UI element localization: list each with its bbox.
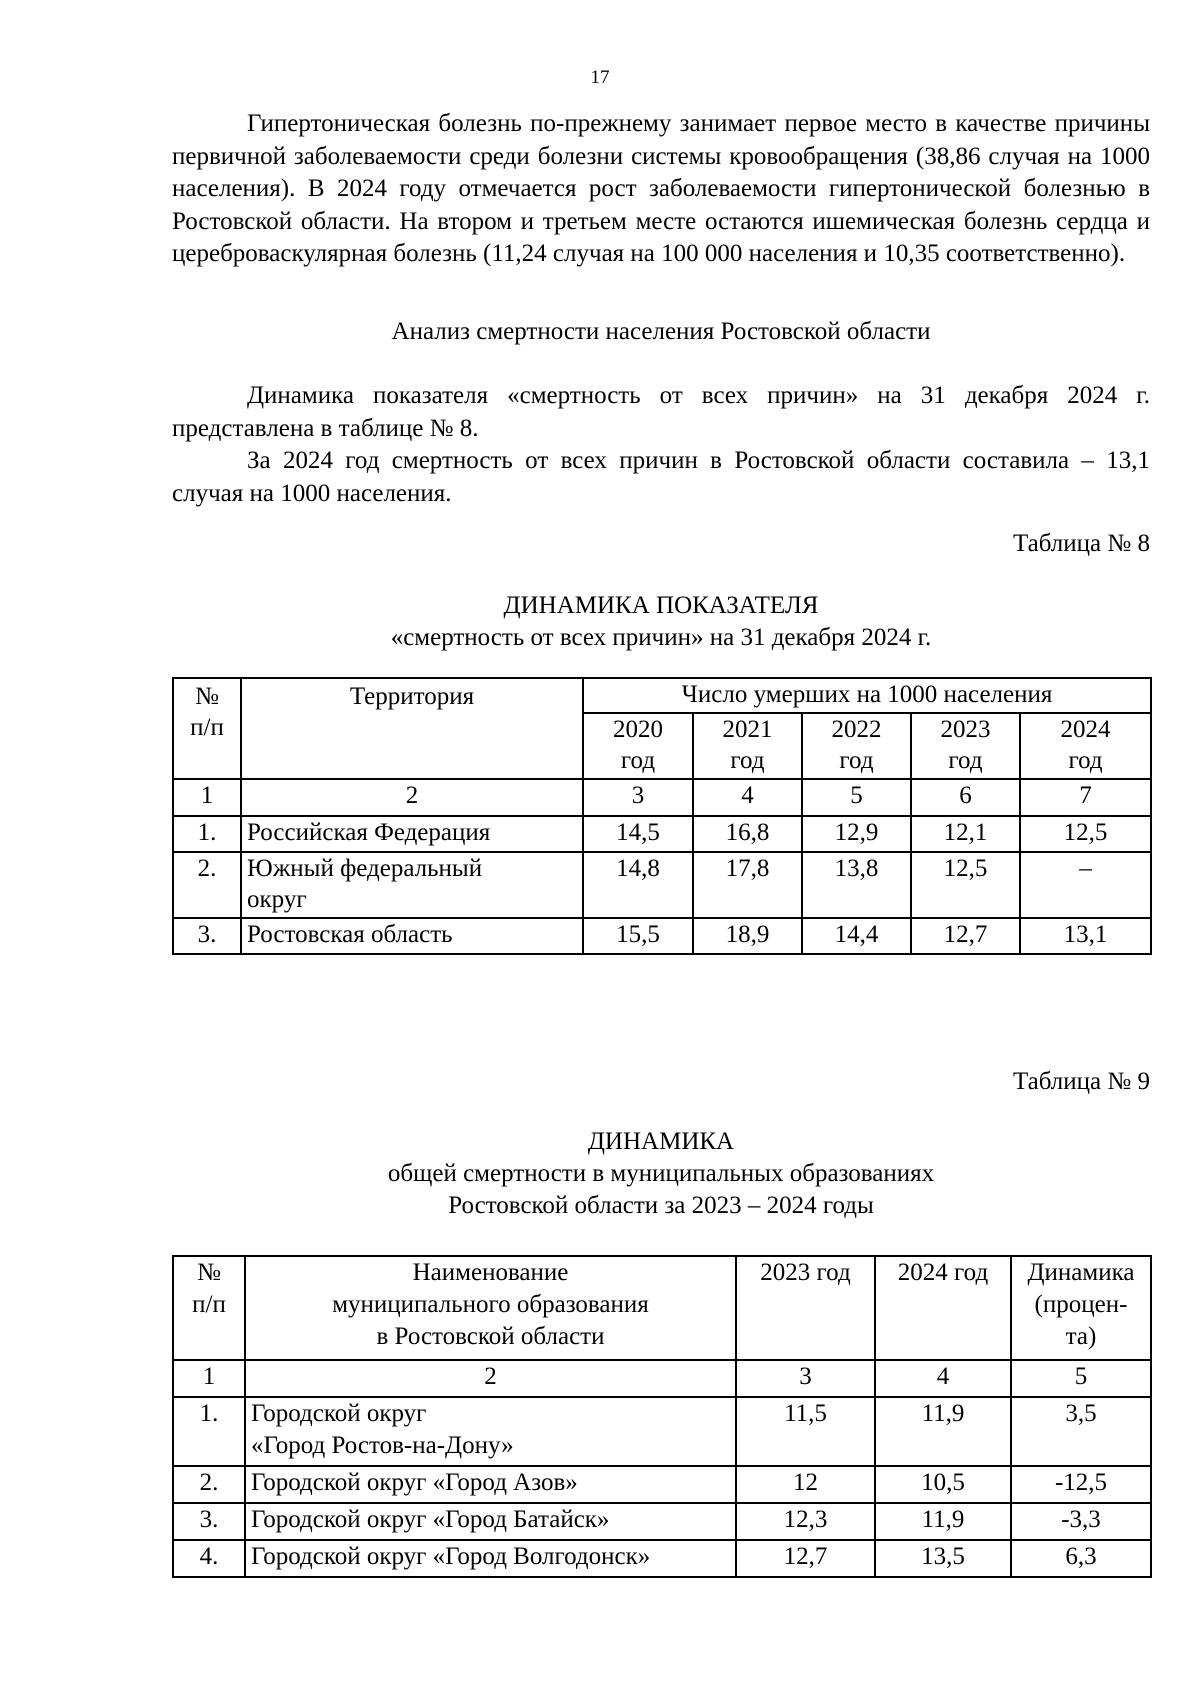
row-name: Городской округ «Город Волгодонск» — [245, 1540, 736, 1577]
t9-colnum: 5 — [1011, 1360, 1151, 1397]
t8-colnum: 2 — [241, 779, 583, 816]
t8-colnum: 5 — [802, 779, 911, 816]
row-value: 16,8 — [693, 816, 802, 852]
t8-colnum: 4 — [693, 779, 802, 816]
row-value: 12,7 — [911, 918, 1020, 954]
paragraph-mortality-2024: За 2024 год смертность от всех причин в Ростовской области составила – 13,1 случая на 1000 населения. — [172, 447, 1150, 507]
row-value: 15,5 — [583, 918, 693, 954]
t9-colnum-row — [173, 1360, 1151, 1397]
row-name: Городской округ «Город Батайск» — [245, 1503, 736, 1540]
t9-header-2024: 2024 год — [875, 1256, 1011, 1360]
row-2023: 12 — [736, 1466, 875, 1503]
row-num: 3. — [173, 1503, 245, 1540]
section-title: Анализ смертности населения Ростовской области — [391, 318, 931, 345]
row-num: 2. — [173, 852, 241, 918]
row-territory: Ростовская область — [241, 918, 583, 954]
row-dynamics: 6,3 — [1011, 1540, 1151, 1577]
t8-header-year: 2024 год — [1020, 713, 1151, 779]
row-name: Городской округ «Город Ростов-на-Дону» — [245, 1397, 736, 1466]
table9-subtitle-1: общей смертности в муниципальных образованиях — [387, 1160, 935, 1187]
t8-header-year: 2022 год — [802, 713, 911, 779]
table-row — [173, 852, 1151, 918]
row-num: 4. — [173, 1540, 245, 1577]
row-2024: 11,9 — [875, 1397, 1011, 1466]
t8-header-year: 2021 год — [693, 713, 802, 779]
table9 — [172, 1255, 1152, 1578]
row-2023: 12,7 — [736, 1540, 875, 1577]
t8-header-year: 2020 год — [583, 713, 693, 779]
t9-header-dynamics: Динамика (процен- та) — [1011, 1256, 1151, 1360]
row-value: 12,5 — [1020, 816, 1151, 852]
row-2024: 10,5 — [875, 1466, 1011, 1503]
table-row — [173, 918, 1151, 954]
table8-title: ДИНАМИКА ПОКАЗАТЕЛЯ — [503, 592, 819, 619]
t9-colnum: 2 — [245, 1360, 736, 1397]
table-row — [173, 816, 1151, 852]
row-value: 14,4 — [802, 918, 911, 954]
row-dynamics: 3,5 — [1011, 1397, 1151, 1466]
row-name: Городской округ «Город Азов» — [245, 1466, 736, 1503]
row-2023: 11,5 — [736, 1397, 875, 1466]
row-value: 14,8 — [583, 852, 693, 918]
t8-colnum: 3 — [583, 779, 693, 816]
table-row — [173, 1397, 1151, 1466]
row-dynamics: -3,3 — [1011, 1503, 1151, 1540]
row-2024: 11,9 — [875, 1503, 1011, 1540]
t9-colnum: 1 — [173, 1360, 245, 1397]
t9-header-2023: 2023 год — [736, 1256, 875, 1360]
t9-colnum: 3 — [736, 1360, 875, 1397]
t8-header-num: № п/п — [173, 678, 241, 779]
t8-header-territory: Территория — [241, 678, 583, 779]
t9-header-name: Наименование муниципального образования в Ростовской области — [245, 1256, 736, 1360]
row-value: 13,8 — [802, 852, 911, 918]
table-row — [173, 1466, 1151, 1503]
table8-label: Таблица № 8 — [1012, 530, 1150, 557]
row-value: 17,8 — [693, 852, 802, 918]
t9-colnum: 4 — [875, 1360, 1011, 1397]
row-num: 1. — [173, 816, 241, 852]
table-row — [173, 1540, 1151, 1577]
row-value: 12,1 — [911, 816, 1020, 852]
t8-colnum: 7 — [1020, 779, 1151, 816]
row-2023: 12,3 — [736, 1503, 875, 1540]
t8-colnum: 6 — [911, 779, 1020, 816]
row-value: 14,5 — [583, 816, 693, 852]
table9-title: ДИНАМИКА — [587, 1128, 735, 1155]
row-num: 1. — [173, 1397, 245, 1466]
paragraph-dynamics: Динамика показателя «смертность от всех причин» на 31 декабря 2024 г. представлена в таблице № 8. — [172, 382, 1150, 442]
t8-header-year: 2023 год — [911, 713, 1020, 779]
t8-colnum: 1 — [173, 779, 241, 816]
t8-header-group: Число умерших на 1000 населения — [583, 678, 1151, 713]
row-value: 12,9 — [802, 816, 911, 852]
row-value: 12,5 — [911, 852, 1020, 918]
t9-header-num: № п/п — [173, 1256, 245, 1360]
table9-subtitle-2: Ростовской области за 2023 – 2024 годы — [448, 1192, 874, 1219]
row-territory: Российская Федерация — [241, 816, 583, 852]
page-number: 17 — [590, 67, 610, 88]
table-row — [173, 1503, 1151, 1540]
row-2024: 13,5 — [875, 1540, 1011, 1577]
row-value: – — [1020, 852, 1151, 918]
row-territory: Южный федеральный округ — [241, 852, 583, 918]
row-num: 2. — [173, 1466, 245, 1503]
row-dynamics: -12,5 — [1011, 1466, 1151, 1503]
table9-label: Таблица № 9 — [1012, 1068, 1150, 1095]
paragraph-hypertension: Гипертоническая болезнь по-прежнему занимает первое место в качестве причины первичной заболеваемости среди болезни системы кровообращения (38,86 случая на 1000 населения). В 2024 году отмечается рост заболеваемости гипертонической болезнью в Ростовской области. На втором и третьем месте остаются ишемическая болезнь сердца и цереброваскулярная болезнь (11,24 случая на 100 000 населения и 10,35 соответственно). — [172, 110, 1150, 267]
row-num: 3. — [173, 918, 241, 954]
row-value: 13,1 — [1020, 918, 1151, 954]
row-value: 18,9 — [693, 918, 802, 954]
t8-colnum-row — [173, 779, 1151, 816]
table8 — [172, 677, 1152, 955]
table8-subtitle: «смертность от всех причин» на 31 декабря 2024 г. — [390, 624, 932, 651]
